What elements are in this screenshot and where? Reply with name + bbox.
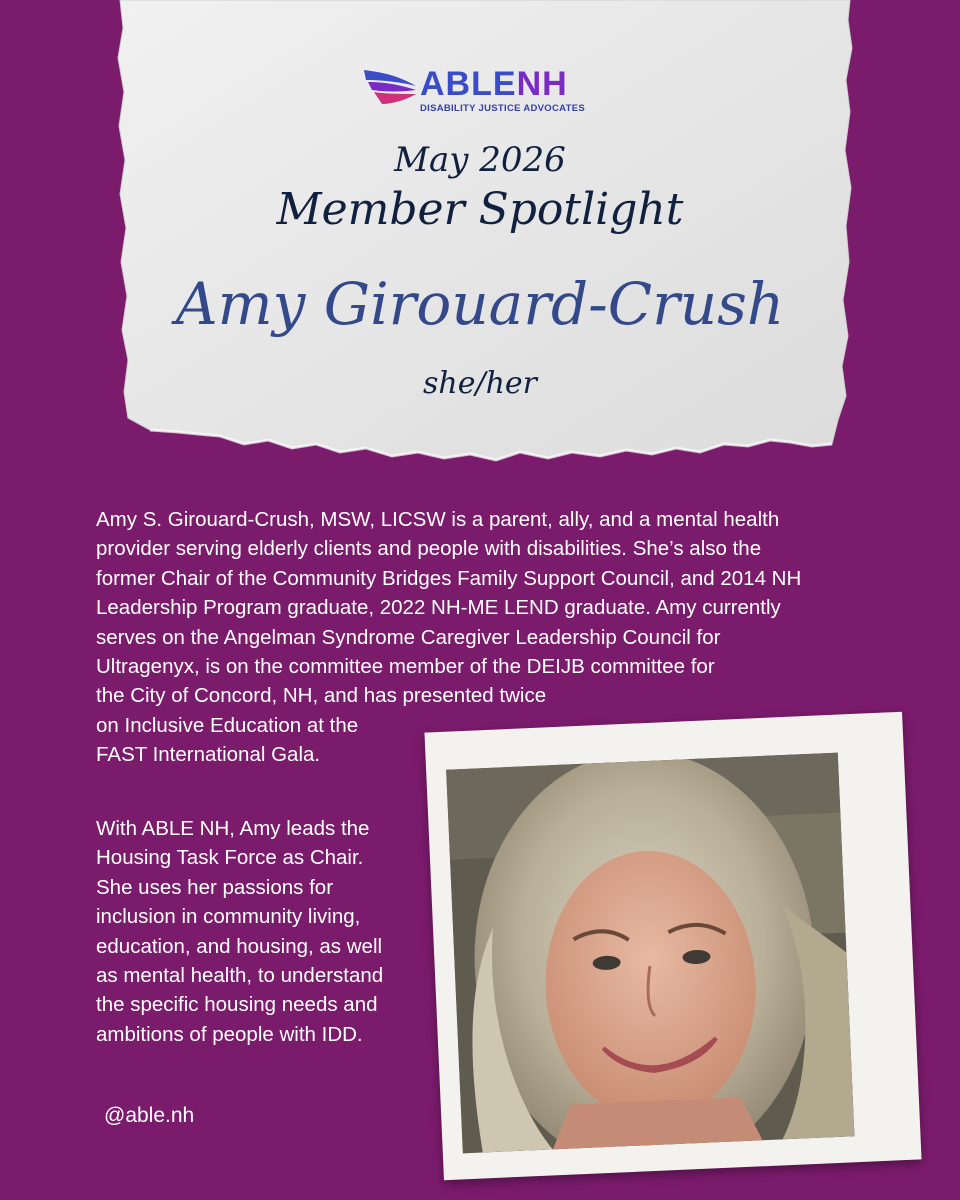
bio-line: With ABLE NH, Amy leads the <box>96 817 370 840</box>
logo-nh: NH <box>516 65 568 103</box>
bio-line: the City of Concord, NH, and has presented twice <box>96 684 547 708</box>
ablenh-logo <box>362 64 612 124</box>
spotlight-month: May 2026 <box>394 140 566 180</box>
page-title: Member Spotlight <box>276 184 684 235</box>
bio-line: serves on the Angelman Syndrome Caregiver Leadership Council for <box>96 625 721 649</box>
bio-line: inclusion in community living, <box>96 905 361 929</box>
bio-line: Amy S. Girouard-Crush, MSW, LICSW is a parent, ally, and a mental health <box>96 508 780 531</box>
bio-line: Leadership Program graduate, 2022 NH-ME LEND graduate. Amy currently <box>96 596 781 620</box>
bio-paragraph-2 <box>96 814 426 1049</box>
logo-wordmark <box>420 64 568 104</box>
bio-line: She uses her passions for <box>96 875 334 899</box>
bio-line: former Chair of the Community Bridges Family Support Council, and 2014 NH <box>96 566 802 590</box>
bio-line: provider serving elderly clients and people with disabilities. She’s also the <box>96 537 762 561</box>
polaroid-frame <box>424 712 921 1180</box>
bio-line: Ultragenyx, is on the committee member of the DEIJB committee for <box>96 655 715 679</box>
bio-line: FAST International Gala. <box>96 743 321 767</box>
social-handle: @able.nh <box>104 1104 195 1127</box>
bio-line: as mental health, to understand <box>96 964 384 988</box>
bio-line: the specific housing needs and <box>96 993 378 1017</box>
logo-tagline: DISABILITY JUSTICE ADVOCATES <box>420 103 585 114</box>
bio-line: Housing Task Force as Chair. <box>96 846 364 870</box>
logo-able: ABLE <box>420 65 517 103</box>
bio-line: ambitions of people with IDD. <box>96 1022 363 1046</box>
member-pronouns: she/her <box>423 366 537 401</box>
wing-logo-icon <box>362 64 418 108</box>
portrait-photo <box>446 753 854 1154</box>
portrait-illustration <box>446 753 854 1154</box>
torn-paper-header <box>0 0 960 480</box>
member-name: Amy Girouard-Crush <box>175 270 785 338</box>
bio-line: education, and housing, as well <box>96 934 383 958</box>
bio-line: on Inclusive Education at the <box>96 713 359 737</box>
